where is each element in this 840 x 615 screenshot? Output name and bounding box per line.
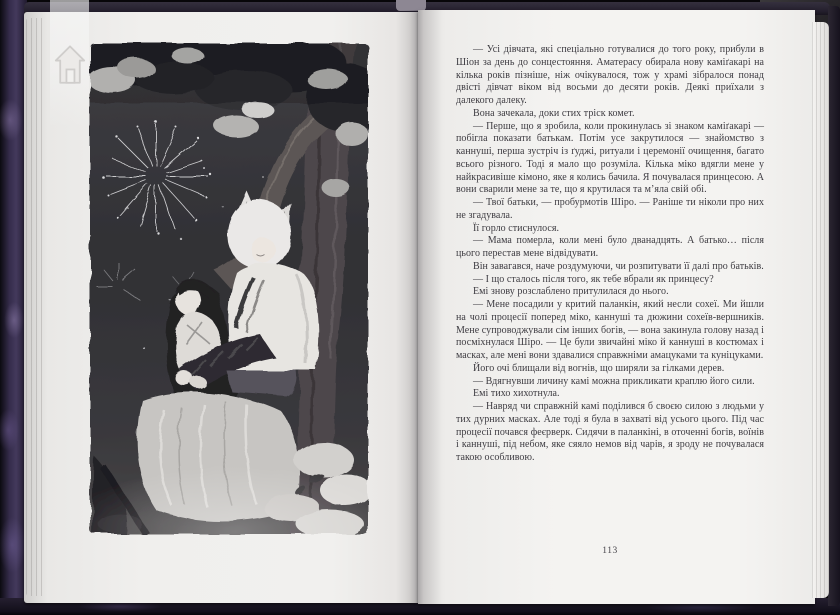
paragraph: — Усі дівчата, які спеціально готувалися до того року, прибули в Шіон за день до сонцестояння. Аматерасу обирала нову каміґакарі на кілька років пізніше, ніж очікувалося, тож у храмі зібралося понад двісті дівчат віком від восьми до десяти років. Деякі приїхали з далекого далеку. [456,44,764,106]
paragraph: Її горло стиснулося. [473,222,560,234]
paragraph: Він завагався, наче роздумуючи, чи розпитувати її далі про батьків. [473,260,764,272]
home-icon [54,40,86,90]
paragraph: — Твої батьки, — пробурмотів Шіро. — Раніше ти ніколи про них не згадувала. [456,197,764,221]
book-cover-right-edge [828,6,840,606]
paragraph: Емі тихо хихотнула. [473,388,560,400]
paragraph: — Вдягнувши личину камі можна прикликати краплю його сили. [473,375,755,387]
home-button[interactable] [50,0,89,128]
paragraph: Його очі блищали від вогнів, що ширяли за гілками дерев. [473,362,725,374]
illustration [84,38,374,539]
right-page[interactable] [418,10,815,604]
paragraph: — Мене посадили у критий паланкін, який несли сохеї. Ми йшли на чолі процесії поперед міко, каннуші та дюжини сохеїв-вершників. Мене супроводжували сім інших богів, — вона закинула голову назад і посміхнулася Шіро. — Це були звичайні міко й каннуші в костюмах і масках, але мені вони здавалися справжніми амацуками та куніцуками. [456,299,764,361]
paragraph: Емі знову розслаблено притулилася до нього. [473,286,669,298]
paragraph: — Навряд чи справжній камі поділився б своєю силою з людьми у тих дурних масках. Але тоді я була в захваті від усього цього. Під час процесії почався феєрверк. Сидячи в паланкіні, в оточенні богів, воїнів і каннуші, під небом, яке сяяло немов від чарів, я зроду не почувалася такою особливою. [456,401,764,463]
obi-belt [226,370,297,396]
page-number: 113 [602,546,618,556]
paragraph: — Мама померла, коли мені було дванадцять. А батько… після цього перестав мене відвідувати. [456,235,764,259]
book-cover-left-edge [0,0,27,615]
page-stack-right [812,22,829,598]
page-text [456,44,764,465]
paragraph: — Перше, що я зробила, коли прокинулась зі знаком каміґакарі — побігла показати батькам. Потім усе закрутилося — знайомство з каннуші, перша зустріч із ґуджі, ритуали і церемонії очищення, багато всього різного. Тоді я мало що розуміла. Кілька міко вдягли мене у найкрасивіше кімоно, яке я колись бачила. Я почувалася принцесою. А вони сварили мене за те, що я крутилася та м’яла свій обі. [456,120,764,196]
page-stack-left [26,18,46,596]
paragraph: — І що сталось після того, як тебе вбрали як принцесу? [473,273,714,285]
paragraph: Вона зачекала, доки стих тріск комет. [473,107,635,119]
book-gutter-shadow [396,10,442,604]
